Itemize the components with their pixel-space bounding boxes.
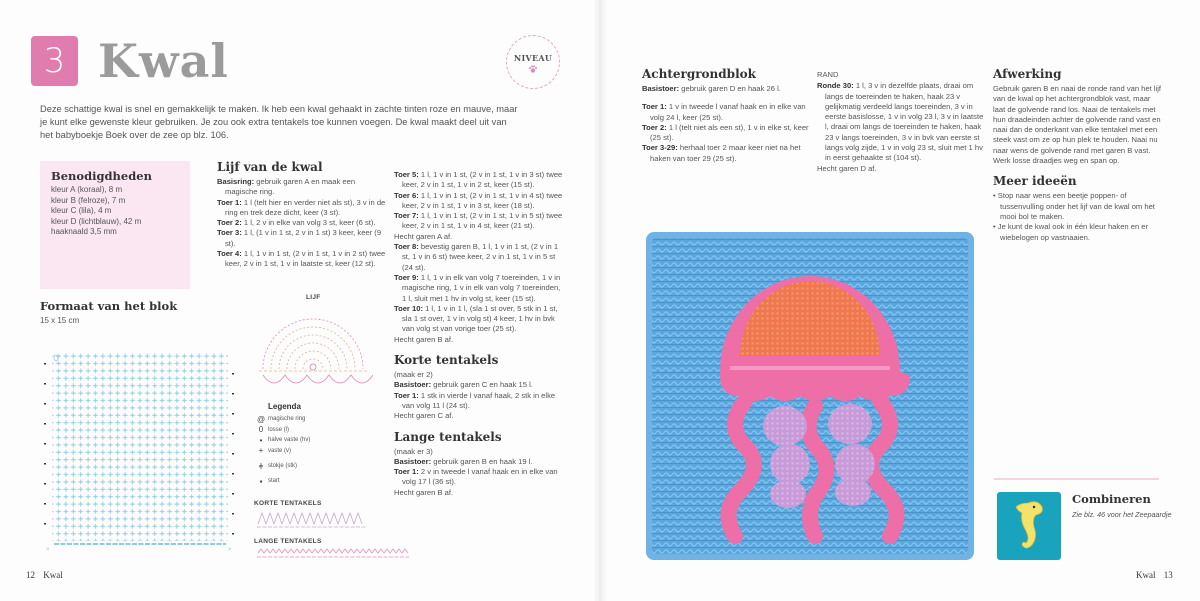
long-tentacles-diagram-label: LANGE TENTAKELS <box>254 538 322 545</box>
short-tentacles-diagram <box>254 510 374 535</box>
instruction-step: Ronde 30: 1 l, 3 v in dezelfde plaats, draai om langs de toereinden te haken, haak 23 v gelijkmatig verdeeld langs toereinden, 3 v in eerste basislosse, 1 v in volg 23 l, 3 v in laatste l, draai om langs de toereinden te haken, haak 23 v langs toereinden, 3 v in bvk van eerste st langs volg zijde, 1 v in volg 23 st, sluit met 1 hv in eerst gehaakte st (104 st). <box>817 81 984 163</box>
supply-item: haaknaald 3,5 mm <box>51 227 117 236</box>
finishing-section <box>993 67 1161 243</box>
instruction-step: Basisring: gebruik garen A en maak een magische ring. <box>217 177 356 197</box>
page-number: 13 <box>1163 570 1173 580</box>
slip-stitch-icon: • <box>259 435 263 445</box>
block-format <box>40 299 177 325</box>
instruction-step: Toer 1: 1 v in tweede l vanaf haak en in elke van volg 24 l, keer (25 st). <box>642 102 806 122</box>
supplies-title: Benodigdheden <box>51 169 152 183</box>
legend-item: + vaste (v) <box>254 446 384 457</box>
idea-item: • Je kunt de kwal ook in één kleur haken en er wiebelogen op vastnaaien. <box>993 222 1149 242</box>
instruction-step: Toer 2: 1 l, 2 v in elke van volg 3 st, keer (6 st). <box>217 218 376 228</box>
body-instructions <box>217 160 387 270</box>
ideas-title: Meer ideeën <box>993 174 1077 189</box>
paw-icon <box>507 64 559 76</box>
instruction-step: Basistoer: gebruik garen D en haak 26 l. <box>642 84 781 93</box>
fasten-note: Hecht garen D af. <box>817 163 877 173</box>
magic-ring-icon: @ <box>256 414 266 424</box>
instruction-step: Toer 3-29: herhaal toer 2 maar keer niet na het haken van toer 29 (25 st). <box>642 143 801 163</box>
instruction-step: Toer 3: 1 l, (1 v in 1 st, 2 v in 1 st) 3 keer, keer (9 st). <box>217 228 382 248</box>
background-title: Achtergrondblok <box>642 67 756 81</box>
jellyfish-block-photo <box>640 226 980 566</box>
legend-item: • halve vaste (hv) <box>254 435 384 446</box>
chapter-title: Kwal <box>98 34 229 88</box>
long-tentacles-title: Lange tentakels <box>394 429 502 444</box>
instruction-step: Toer 1: 1 l (telt hier en verder niet als st), 3 v in de ring en trek deze dicht, keer (3 st). <box>217 197 386 217</box>
intro-paragraph: Deze schattige kwal is snel en gemakkelijk te maken. Ik heb een kwal gehaakt in zachte tinten roze en mauve, maar je kunt elke gewenste kleur gebruiken. Je zou ook extra tentakels toe kunnen voegen. De kwal maakt deel uit van het babyboekje Boek over de zee op blz. 106. <box>40 104 518 141</box>
page-number: 12 <box>26 570 35 580</box>
format-size: 15 x 15 cm <box>40 316 80 325</box>
fasten-note: Hecht garen C af. <box>394 411 454 421</box>
body-stitch-diagram <box>253 305 373 402</box>
instruction-step: Toer 4: 1 l, 1 v in 1 st, (2 v in 1 st, 1 v in 2 st) twee keer, 2 v in 1 st, 1 v in laatste st, keer (12 st). <box>217 249 386 269</box>
short-tentacles-title: Korte tentakels <box>394 353 499 368</box>
background-block-instructions <box>642 67 812 164</box>
ideas-list <box>993 191 1161 242</box>
supplies-box <box>40 161 190 289</box>
instruction-step: Toer 1: 2 v in tweede l vanaf haak en in elke van volg 17 l (36 st). <box>394 467 558 487</box>
edge-instructions <box>817 70 987 174</box>
level-badge <box>506 35 560 89</box>
short-tentacles-diagram-label: KORTE TENTAKELS <box>254 500 322 507</box>
supply-item: kleur D (lichtblauw), 42 m <box>51 216 142 226</box>
instruction-step: Toer 8: bevestig garen B, 1 l, 1 v in 1 st, (2 v in 1 st, 1 v in 6 st) twee keer, 2 v in 1 st, 1 v in 5 st (24 st). <box>394 242 559 272</box>
fasten-note: Hecht garen A af. <box>394 231 453 241</box>
chain-icon: 0 <box>258 425 264 435</box>
instruction-step: Basistoer: gebruik garen B en haak 19 l. <box>394 456 533 466</box>
instruction-step: Toer 6: 1 l, 1 v in 1 st, (2 v in 1 st, 1 v in 4 st) twee keer, 2 v in 1 st, 1 v in 3 st, keer (18 st). <box>394 190 563 210</box>
supply-item: kleur A (koraal), 8 m <box>51 185 123 194</box>
instruction-step: Toer 5: 1 l, 1 v in 1 st, (2 v in 1 st, 1 v in 3 st) twee keer, 2 v in 1 st, 1 v in 2 st, keer (15 st). <box>394 170 563 190</box>
right-folio <box>1136 570 1179 580</box>
legend-item: ǂ stokje (stk) <box>254 456 384 476</box>
legend-item: ▪ start <box>254 476 384 487</box>
left-folio <box>26 570 69 580</box>
idea-item: • Stop naar wens een beetje poppen- of tussenvulling onder het lijf van de kwal om het mooi bol te maken. <box>993 191 1155 221</box>
long-tentacles-diagram <box>254 547 414 566</box>
legend-item: 0 losse (l) <box>254 425 384 436</box>
short-tentacles-qty: (maak er 2) <box>394 370 433 380</box>
instruction-step: Toer 7: 1 l, 1 v in 1 st, (2 v in 1 st, 1 v in 5 st) twee keer, 2 v in 1 st, 1 v in 4 st, keer (21 st). <box>394 211 563 231</box>
chapter-number-badge: 3 <box>31 36 78 86</box>
running-title: Kwal <box>1136 570 1156 580</box>
fasten-note: Hecht garen B af. <box>394 487 454 497</box>
combine-text[interactable]: Zie blz. 46 voor het Zeepaardje <box>1072 510 1172 519</box>
book-gutter <box>592 0 608 601</box>
running-title: Kwal <box>43 570 63 580</box>
combine-title: Combineren <box>1072 492 1151 506</box>
instruction-step: Toer 2: 1 l (telt niet als een st), 1 v in elke st, keer (25 st). <box>642 122 809 143</box>
stitch-legend <box>254 402 384 487</box>
single-crochet-icon: + <box>258 446 264 456</box>
finishing-title: Afwerking <box>993 67 1062 81</box>
background-block-chart <box>40 345 238 553</box>
legend-title: Legenda <box>268 402 301 411</box>
finishing-text: Gebruik garen B en naai de ronde rand van het lijf van de kwal op het achtergrondblok vast, maar laat de golvende rand los. Naai de tentakels met hun draadeinden achter de golvende rand vast en naai dan de onderkant van elke tentakel met een steek vast om ze op hun plek te houden. Naai nu naar wens de golvende rand met garen B vast. Werk losse draadjes weg en span op. <box>993 84 1162 166</box>
svg-text:×: × <box>228 547 232 553</box>
body-title: Lijf van de kwal <box>217 160 323 174</box>
instruction-step: Toer 1: 1 stk in vierde l vanaf haak, 2 stk in elke van volg 11 l (24 st). <box>394 390 556 410</box>
combine-section <box>1072 492 1172 520</box>
seahorse-block-thumbnail[interactable] <box>996 491 1062 561</box>
supply-item: kleur C (lila), 4 m <box>51 206 112 215</box>
double-crochet-icon: ǂ <box>258 461 264 471</box>
svg-text:×: × <box>46 547 50 553</box>
format-title: Formaat van het blok <box>40 299 178 313</box>
instruction-step: Toer 10: 1 l, 1 v in 1 l, (sla 1 st over, 5 stk in 1 st, sla 1 st over, 1 v in volg st) 4 keer, 1 hv in bvk van volg st van vorige toer (25 st). <box>394 303 558 334</box>
body-instructions-continued <box>394 170 566 498</box>
supply-item: kleur B (felroze), 7 m <box>51 195 126 205</box>
instruction-step: Toer 9: 1 l, 1 v in elk van volg 7 toereinden, 1 v in magische ring, 1 v in elk van volg 7 toereinden, 1 l, sluit met 1 hv in volg st, keer (15 st). <box>394 272 561 303</box>
body-diagram-label: LIJF <box>306 294 321 301</box>
start-icon: ▪ <box>259 476 263 486</box>
section-divider <box>994 478 1159 480</box>
level-label: NIVEAU <box>513 53 553 63</box>
long-tentacles-qty: (maak er 3) <box>394 446 433 456</box>
instruction-step: Basistoer: gebruik garen C en haak 15 l. <box>394 380 533 390</box>
edge-label: RAND <box>817 70 839 79</box>
fasten-note: Hecht garen B af. <box>394 334 454 344</box>
supplies-list <box>51 185 179 238</box>
legend-item: @ magische ring <box>254 414 384 425</box>
